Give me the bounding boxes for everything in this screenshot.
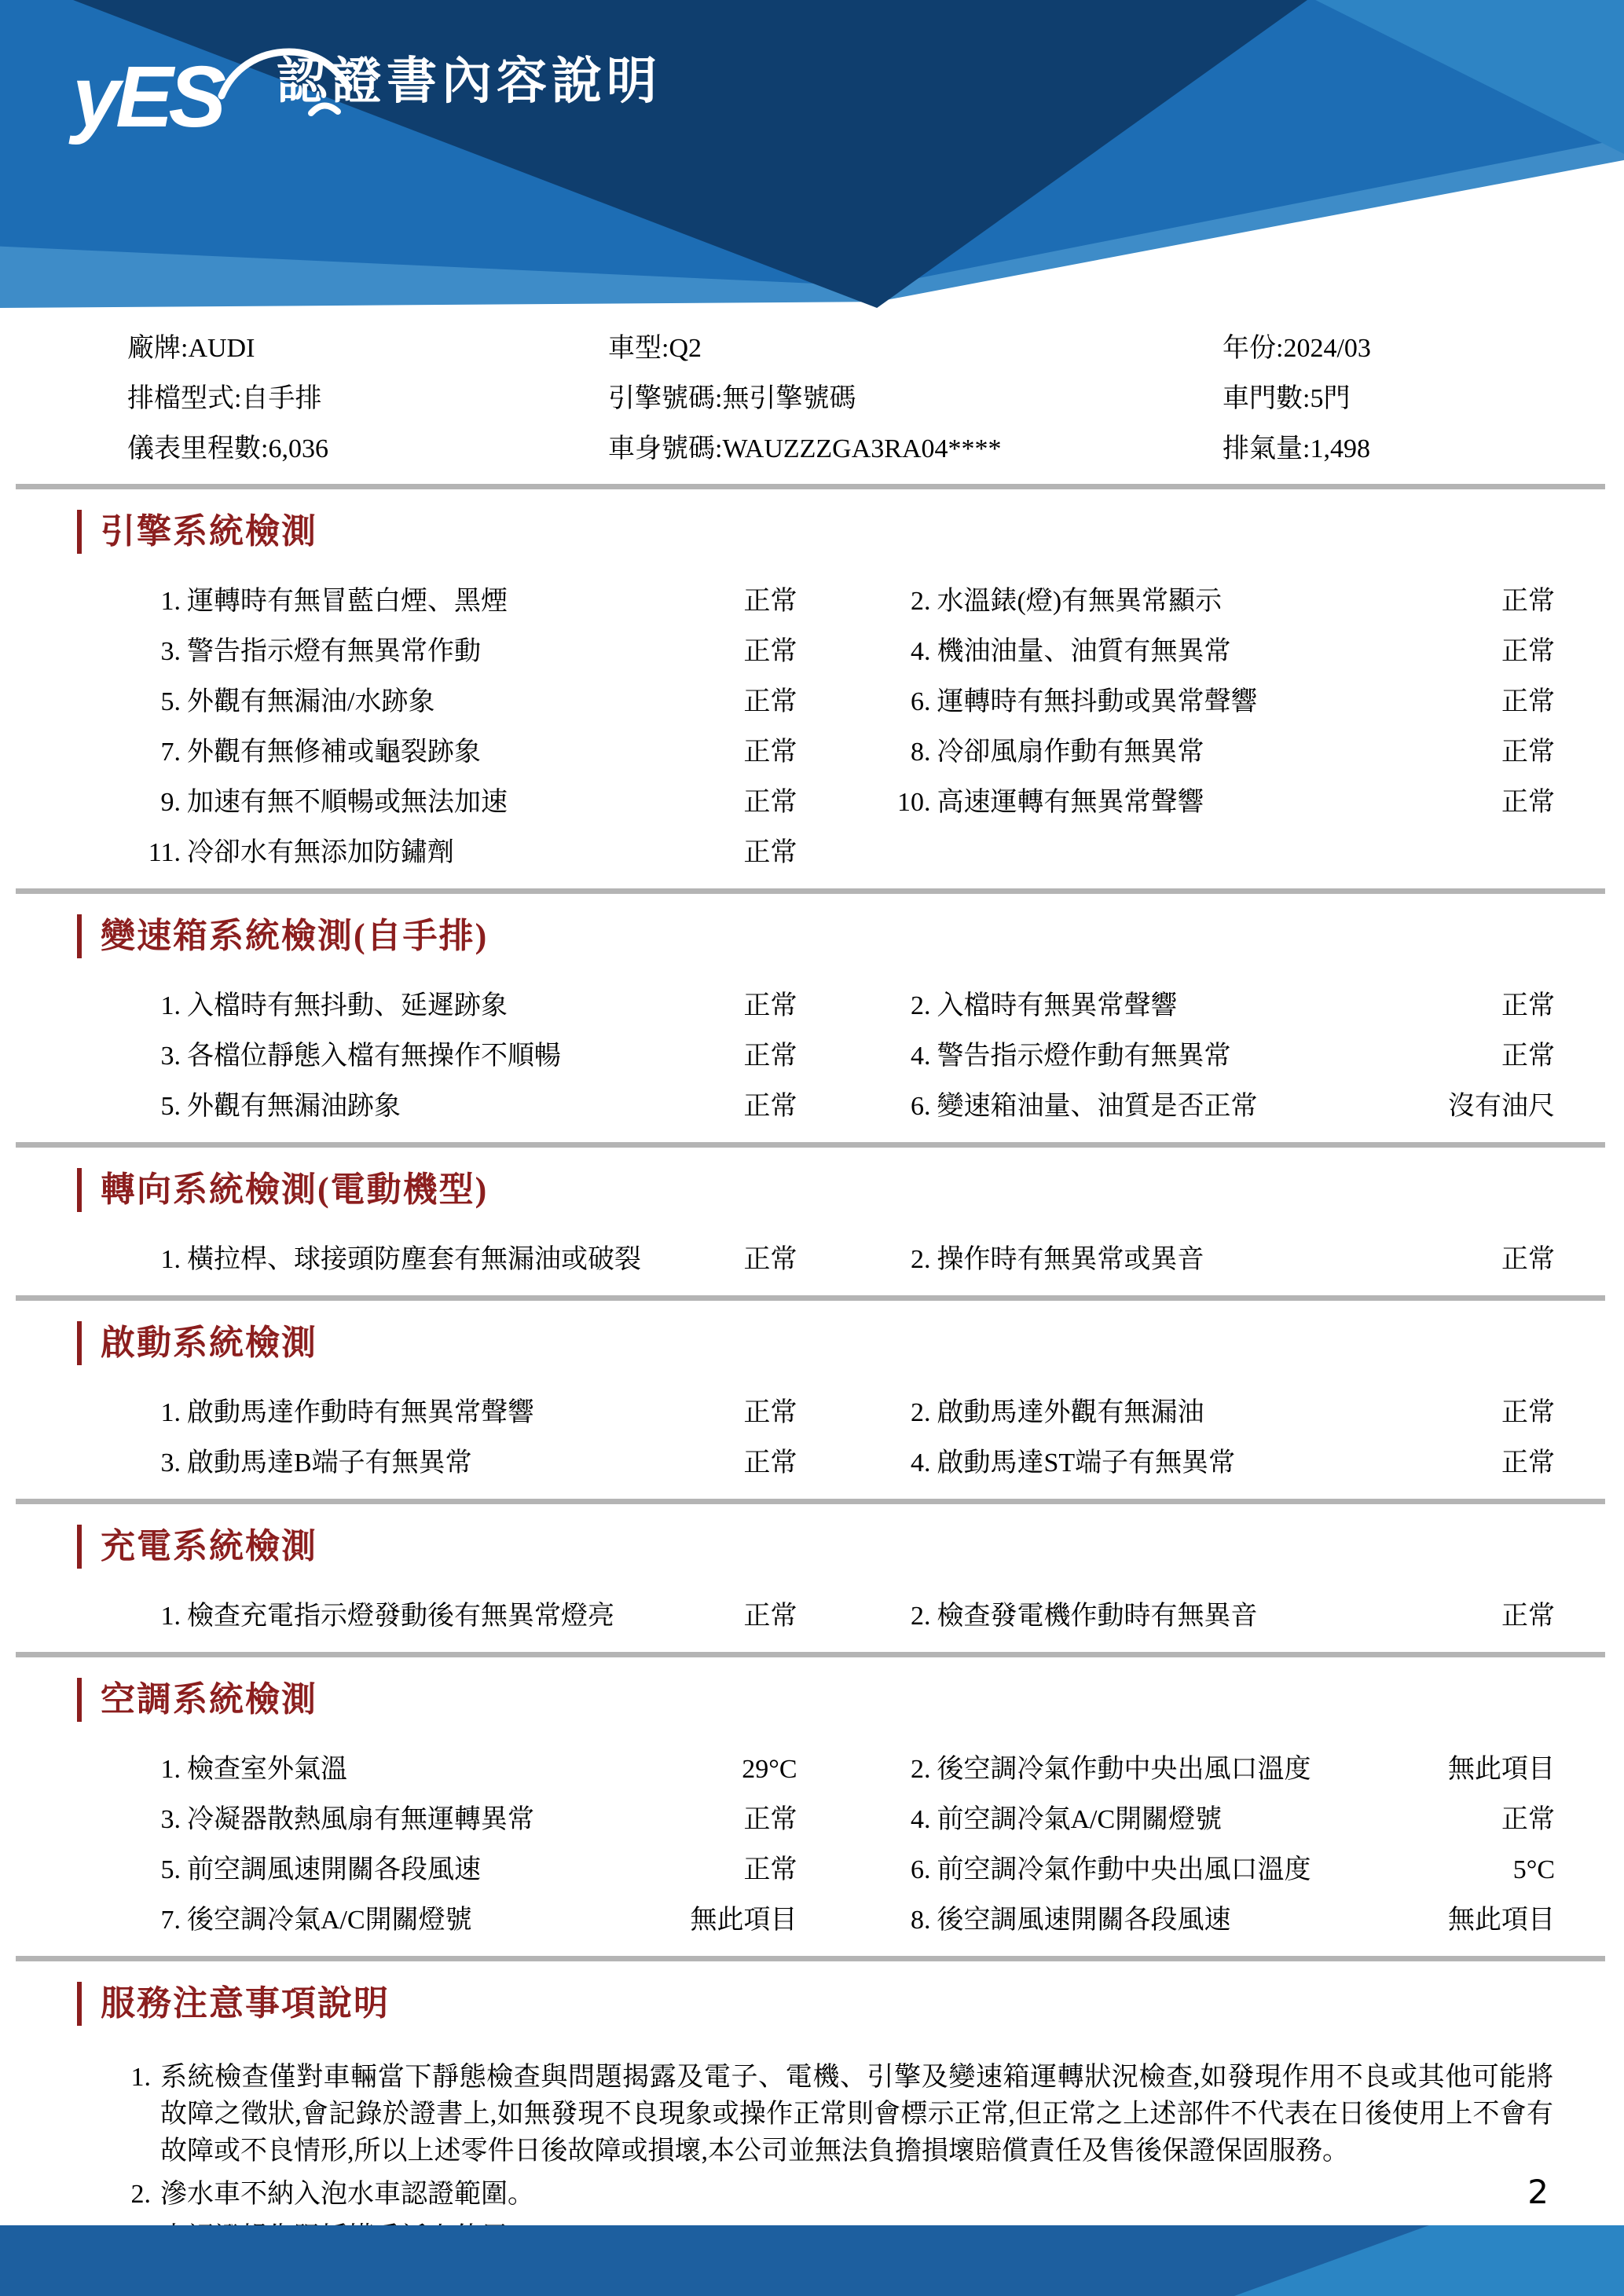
section-title: 空調系統檢測 [101,1680,317,1719]
section-divider [16,888,1605,894]
section-header [77,510,1558,554]
item-number: 5. [160,1855,181,1884]
item-label: 後空調風速開關各段風速 [937,1906,1231,1935]
item-number: 10. [897,788,931,817]
service-notes-section [66,1961,1558,2262]
item-number: 2. [911,1245,931,1274]
item-status: 正常 [743,587,797,616]
inspection-section [66,1657,1558,1961]
item-status: 正常 [743,1602,797,1631]
item-label: 橫拉桿、球接頭防塵套有無漏油或破裂 [187,1245,641,1274]
item-label: 外觀有無漏油跡象 [187,1092,401,1121]
item-number: 1. [160,1602,181,1631]
section-title-bar [77,914,82,958]
item-number: 6. [911,1855,931,1884]
section-divider [16,1652,1605,1657]
section-divider [16,1956,1605,1961]
item-number: 3. [160,1805,181,1834]
section-header [77,1525,1558,1569]
section-divider [16,1499,1605,1504]
item-label: 警告指示燈有無異常作動 [187,637,481,666]
page-title: 認證書內容說明 [277,53,662,109]
section-title: 啟動系統檢測 [101,1324,317,1362]
info-field: 車門數:5門 [1223,384,1351,413]
item-number: 4. [911,1042,931,1071]
item-status: 正常 [1501,1042,1555,1071]
item-number: 8. [911,738,931,767]
section-title-bar [77,1982,82,2026]
item-label: 外觀有無修補或龜裂跡象 [187,738,481,767]
footer-band [0,2225,1624,2296]
item-label: 啟動馬達作動時有無異常聲響 [187,1398,534,1427]
item-label: 前空調冷氣作動中央出風口溫度 [937,1855,1311,1884]
item-number: 3. [160,1448,181,1478]
item-number: 7. [160,1906,181,1935]
item-label: 各檔位靜態入檔有無操作不順暢 [187,1042,561,1071]
item-number: 3. [160,637,181,666]
item-number: 4. [911,1448,931,1478]
item-number: 2. [911,991,931,1020]
section-items [66,1755,1558,1956]
item-label: 運轉時有無冒藍白煙、黑煙 [187,587,508,616]
section-title-bar [77,1525,82,1569]
item-label: 冷卻風扇作動有無異常 [937,738,1204,767]
item-label: 啟動馬達ST端子有無異常 [937,1448,1236,1478]
item-status: 正常 [1501,1398,1555,1427]
section-items [66,1602,1558,1652]
item-status: 無此項目 [1448,1906,1555,1935]
item-number: 2. [911,1398,931,1427]
yes-logo-text: yES [72,49,222,145]
vehicle-info-grid [66,308,1558,484]
page-number: 2 [1527,2173,1549,2211]
info-field: 儀表里程數:6,036 [127,434,328,463]
note-text: 系統檢查僅對車輛當下靜態檢查與問題揭露及電子、電機、引擎及變速箱運轉狀況檢查,如發現作用不良或其他可能將故障之徵狀,會記錄於證書上,如無發現不良現象或操作正常則會標示正常,但正常之上述部件不代表在日後使用上不會有故障或不良情形,所以上述零件日後故障或損壞,本公司並無法負擔損壞賠償責任及售後保證保固服務。 [160,2063,1553,2166]
item-status: 正常 [743,1448,797,1478]
item-number: 1. [160,991,181,1020]
item-label: 加速有無不順暢或無法加速 [187,788,508,817]
inspection-section [66,1148,1558,1301]
item-status: 正常 [743,1092,797,1121]
section-title: 轉向系統檢測(電動機型) [101,1170,489,1209]
item-number: 11. [148,838,181,867]
item-label: 後空調冷氣A/C開關燈號 [187,1906,472,1935]
section-title: 變速箱系統檢測(自手排) [101,917,489,955]
service-note [99,2176,1553,2213]
inspection-section [66,894,1558,1148]
item-number: 1. [160,1245,181,1274]
section-header [77,1678,1558,1722]
item-number: 1. [160,1755,181,1784]
item-label: 啟動馬達B端子有無異常 [187,1448,472,1478]
item-number: 2. [911,587,931,616]
item-status: 正常 [1501,1602,1555,1631]
item-status: 正常 [743,738,797,767]
item-number: 1. [160,1398,181,1427]
item-label: 後空調冷氣作動中央出風口溫度 [937,1755,1311,1784]
note-number: 2. [130,2180,151,2209]
item-status: 正常 [743,991,797,1020]
section-divider [16,484,1605,489]
footer-dark-shape [0,2225,1624,2296]
info-field: 引擎號碼:無引擎號碼 [608,384,856,413]
item-number: 6. [911,1092,931,1121]
header-banner [0,0,1624,308]
item-status: 正常 [1501,1448,1555,1478]
info-field: 排檔型式:自手排 [127,384,322,413]
item-status: 5°C [1512,1855,1555,1884]
note-number: 1. [130,2063,151,2092]
item-label: 檢查室外氣溫 [187,1755,347,1784]
item-label: 機油油量、油質有無異常 [937,637,1231,666]
section-title-bar [77,1168,82,1212]
item-status: 正常 [743,1245,797,1274]
item-status: 正常 [743,637,797,666]
content [0,308,1624,2262]
section-title-bar [77,1321,82,1365]
section-title: 服務注意事項說明 [101,1984,390,2023]
item-status: 無此項目 [1448,1755,1555,1784]
item-status: 正常 [743,1398,797,1427]
note-text: 滲水車不納入泡水車認證範圍。 [160,2180,534,2209]
item-status: 正常 [1501,991,1555,1020]
item-label: 變速箱油量、油質是否正常 [937,1092,1258,1121]
item-status: 正常 [743,1042,797,1071]
inspection-section [66,489,1558,894]
item-label: 水溫錶(燈)有無異常顯示 [937,587,1223,616]
item-label: 啟動馬達外觀有無漏油 [937,1398,1204,1427]
item-status: 正常 [743,788,797,817]
inspection-section [66,1301,1558,1504]
item-number: 4. [911,1805,931,1834]
item-number: 2. [911,1602,931,1631]
item-status: 正常 [743,1805,797,1834]
item-status: 正常 [1501,637,1555,666]
inspection-sections [66,489,1558,1961]
item-number: 3. [160,1042,181,1071]
section-items [66,991,1558,1142]
section-title: 充電系統檢測 [101,1527,317,1565]
item-status: 無此項目 [690,1906,797,1935]
item-status: 正常 [1501,738,1555,767]
item-label: 入檔時有無抖動、延遲跡象 [187,991,508,1020]
item-status: 29°C [742,1755,797,1784]
item-label: 冷卻水有無添加防鏽劑 [187,838,454,867]
item-number: 9. [160,788,181,817]
item-label: 高速運轉有無異常聲響 [937,788,1204,817]
item-status: 正常 [743,838,797,867]
section-divider [16,1142,1605,1148]
info-field: 車身號碼:WAUZZZGA3RA04**** [608,434,1002,463]
item-status: 正常 [1501,788,1555,817]
info-field: 廠牌:AUDI [127,334,255,363]
item-label: 入檔時有無異常聲響 [937,991,1178,1020]
item-label: 冷凝器散熱風扇有無運轉異常 [187,1805,534,1834]
section-title: 引擎系統檢測 [101,512,317,551]
section-header [77,1321,1558,1365]
section-items [66,1245,1558,1295]
inspection-section [66,1504,1558,1657]
item-number: 7. [160,738,181,767]
service-note [99,2059,1553,2170]
item-status: 正常 [743,687,797,716]
section-items [66,587,1558,888]
item-status: 正常 [1501,1245,1555,1274]
item-number: 5. [160,1092,181,1121]
item-number: 6. [911,687,931,716]
section-divider [16,1295,1605,1301]
item-number: 8. [911,1906,931,1935]
info-field: 車型:Q2 [608,334,702,363]
item-number: 2. [911,1755,931,1784]
item-status: 正常 [1501,587,1555,616]
info-field: 排氣量:1,498 [1223,434,1370,463]
section-header [77,914,1558,958]
section-header [77,1168,1558,1212]
item-status: 正常 [1501,1805,1555,1834]
item-label: 前空調冷氣A/C開關燈號 [937,1805,1223,1834]
item-label: 檢查充電指示燈發動後有無異常燈亮 [187,1602,614,1631]
item-label: 外觀有無漏油/水跡象 [187,687,435,716]
item-number: 4. [911,637,931,666]
item-number: 5. [160,687,181,716]
item-label: 前空調風速開關各段風速 [187,1855,481,1884]
section-title-bar [77,510,82,554]
item-status: 正常 [1501,687,1555,716]
item-label: 操作時有無異常或異音 [937,1245,1204,1274]
item-number: 1. [160,587,181,616]
item-status: 沒有油尺 [1448,1092,1555,1121]
item-label: 運轉時有無抖動或異常聲響 [937,687,1258,716]
section-items [66,1398,1558,1499]
section-title-bar [77,1678,82,1722]
section-header [77,1982,1558,2026]
item-label: 警告指示燈作動有無異常 [937,1042,1231,1071]
info-field: 年份:2024/03 [1223,334,1371,363]
item-label: 檢查發電機作動時有無異音 [937,1602,1258,1631]
item-status: 正常 [743,1855,797,1884]
